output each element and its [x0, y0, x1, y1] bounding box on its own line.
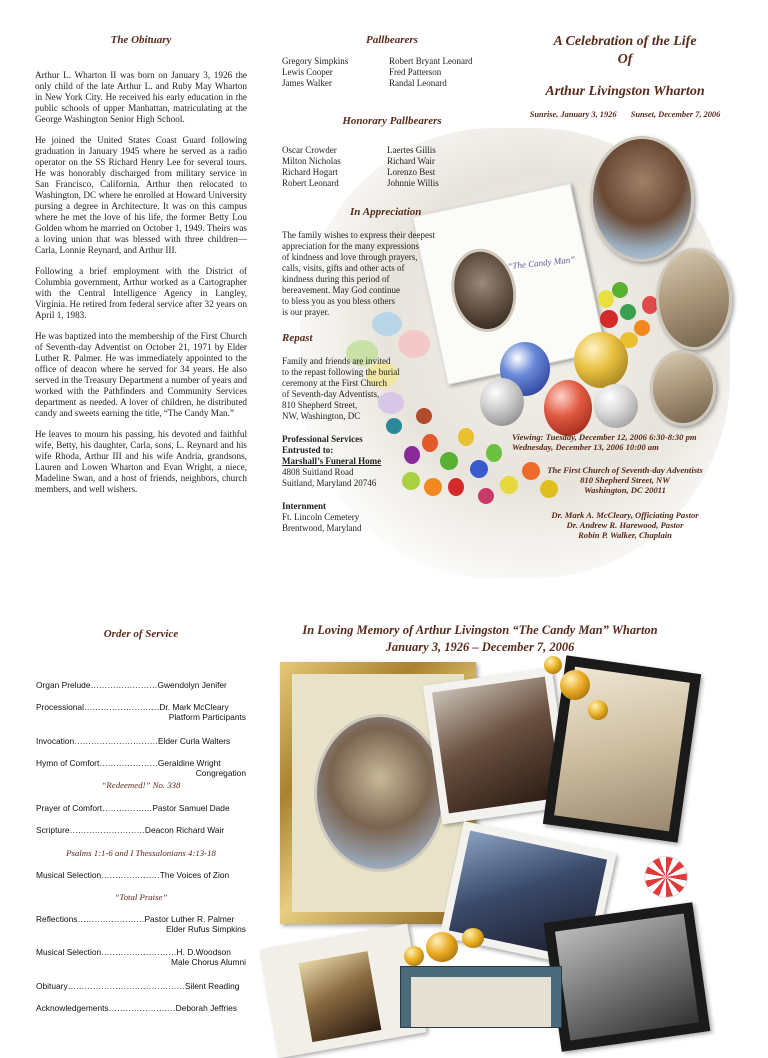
- honorary-name: Oscar Crowder: [282, 145, 337, 155]
- officiants-info: [512, 510, 738, 540]
- church-line: Washington, DC 20011: [584, 485, 666, 495]
- candy-gold-wrapper: [462, 928, 484, 948]
- service-who: Pastor Luther R. Palmer: [144, 914, 235, 924]
- service-label: Obituary: [36, 981, 68, 991]
- repast-line: Family and friends are invited: [282, 356, 391, 366]
- service-label: Organ Prelude: [36, 680, 91, 690]
- candy-jellybean: [600, 310, 618, 328]
- service-label: Scripture: [36, 825, 70, 835]
- service-label: Musical Selection: [36, 947, 102, 957]
- repast-section: [282, 332, 442, 422]
- honorary-name: Lorenzo Best: [387, 167, 436, 177]
- service-item-processional: Processional………………………Dr. Mark McCleary Platform Participants: [36, 702, 246, 722]
- service-item-musical-selection-1: Musical Selection…………………The Voices of Zion: [36, 870, 230, 880]
- candy-jellybean: [634, 320, 650, 336]
- pallbearer-name: Robert Bryant Leonard: [389, 56, 473, 66]
- funeral-home-name: Marshall’s Funeral Home: [282, 456, 382, 466]
- selection-title: “Total Praise”: [114, 892, 168, 902]
- service-item-obituary: Obituary……………………………………Silent Reading: [36, 981, 240, 991]
- pallbearer-name: Randal Leonard: [389, 78, 447, 88]
- obituary-paragraph: He was baptized into the membership of the First Church of Seventh-day Adventist on October 21, 1971 by Elder Luther R. Palmer. He was immediately appointed to the office of deacon where he served for 34 years. He also served in the Treasury Department a number of years and worked with the Pathfinders and Community Services department as needed. A lover of children, he distributed candy and sweets earning the title, “The Candy Man.”: [35, 331, 247, 418]
- appreciation-line: of kindness and love through prayers,: [282, 252, 418, 262]
- portrait-elder: [590, 136, 694, 262]
- candy-jellybean: [620, 304, 636, 320]
- candy-gold-wrapper: [544, 656, 562, 674]
- pallbearer-name: Fred Patterson: [389, 67, 442, 77]
- service-item-reflections: Reflections……………………Pastor Luther R. Palmer Elder Rufus Simpkins: [36, 914, 246, 934]
- military-photo: [544, 902, 711, 1052]
- honorary-name: Richard Hogart: [282, 167, 338, 177]
- pallbearer-name: James Walker: [282, 78, 332, 88]
- candy-foil-silver: [594, 384, 638, 428]
- honorary-name: Robert Leonard: [282, 178, 339, 188]
- candy-gold-wrapper: [426, 932, 458, 962]
- celebration-line1: A Celebration of the Life: [553, 34, 697, 49]
- service-label: Processional: [36, 702, 84, 712]
- service-label: Acknowledgements: [36, 1003, 109, 1013]
- candy-foil-red: [544, 380, 592, 436]
- service-who: Deborah Jeffries: [175, 1003, 237, 1013]
- interment-section: [282, 501, 432, 534]
- candy-foil-gold: [574, 332, 628, 388]
- portrait-seated: [650, 350, 716, 426]
- service-label: Prayer of Comfort: [36, 803, 103, 813]
- pallbearers-section: [282, 34, 502, 92]
- appreciation-line: The family wishes to express their deepest: [282, 230, 435, 240]
- service-item-musical-selection-2: Musical Selection………………………H. D.Woodson Male Chorus Alumni: [36, 947, 246, 967]
- service-item-acknowledgements: Acknowledgements……………………Deborah Jeffries: [36, 1003, 237, 1013]
- honorary-title: Honorary Pallbearers: [342, 115, 442, 127]
- service-label: Invocation: [36, 736, 75, 746]
- repast-line: ceremony at the First Church: [282, 378, 387, 388]
- repast-line: of Seventh-day Adventists,: [282, 389, 380, 399]
- service-who: Dr. Mark McCleary: [159, 702, 229, 712]
- celebration-header: [512, 34, 738, 119]
- appreciation-line: to bless you as you bless others: [282, 296, 395, 306]
- church-info: [512, 465, 738, 495]
- interment-title: Internment: [282, 501, 326, 511]
- appreciation-line: calls, visits, gifts and other acts of: [282, 263, 405, 273]
- interment-line: Brentwood, Maryland: [282, 523, 362, 533]
- officiant-line: Robin P. Walker, Chaplain: [578, 530, 672, 540]
- candy-jellybean: [448, 478, 464, 496]
- appreciation-line: appreciation for the many expressions: [282, 241, 419, 251]
- obituary-paragraph: Arthur L. Wharton II was born on January 3, 1926 the only child of the late Arthur L. and Ruby May Wharton in New York City. He received his early education in the public schools of upper Manhattan, matriculating at the George Washington Senior High School.: [35, 70, 247, 124]
- service-label: Musical Selection: [36, 870, 102, 880]
- service-who: The Voices of Zion: [159, 870, 230, 880]
- pallbearer-name: Gregory Simpkins: [282, 56, 349, 66]
- obituary-paragraph: He leaves to mourn his passing, his devoted and faithful wife, Betty, his daughter, Carla, sons, L. Reynard and his wife Rhoda, Arthur III and his wife Andria, grandsons, Lauren and Lowen Wharton and Evan Wright, a niece, Madeline Swan, and a host of friends, neighbors, church members, and well wishers.: [35, 429, 247, 494]
- obituary-paragraph: Following a brief employment with the District of Columbia government, Arthur worked as a Cartographer with the Central Intelligence Agency in Langley, Virginia. He retired from federal service after 32 years on April 1, 1983.: [35, 266, 247, 320]
- candy-foil-silver: [480, 378, 524, 426]
- service-item-organ-prelude: Organ Prelude……………………Gwendolyn Jenifer: [36, 680, 227, 690]
- service-who: Pastor Samuel Dade: [152, 803, 230, 813]
- card-text: “The Candy Man”: [506, 254, 576, 272]
- service-label: Hymn of Comfort: [36, 758, 100, 768]
- service-who: Geraldine Wright: [157, 758, 221, 768]
- repast-line: to the repast following the burial: [282, 367, 400, 377]
- candy-gold-wrapper: [588, 700, 608, 720]
- service-item-invocation: Invocation…………………………Elder Curla Walters: [36, 736, 231, 746]
- candy-jellybean: [440, 452, 458, 470]
- hymn-title: “Redeemed!” No. 338: [101, 780, 181, 790]
- obituary-section: [35, 34, 247, 505]
- funeral-home-line: 4808 Suitland Road: [282, 467, 354, 477]
- candy-jellybean: [478, 488, 494, 504]
- teal-frame-photo: [400, 966, 562, 1028]
- pallbearers-title: Pallbearers: [366, 34, 418, 46]
- candy-gold-wrapper: [560, 670, 590, 700]
- honorary-pallbearers-section: [282, 115, 502, 191]
- appreciation-section: [282, 206, 462, 318]
- service-who: H. D.Woodson: [176, 947, 231, 957]
- appreciation-line: kindness during this period of: [282, 274, 390, 284]
- appreciation-line: is our prayer.: [282, 307, 330, 317]
- memory-line2: January 3, 1926 – December 7, 2006: [385, 640, 575, 654]
- service-sub: Platform Participants: [168, 712, 246, 722]
- pallbearer-name: Lewis Cooper: [282, 67, 333, 77]
- scripture-reference: Psalms 1:1-6 and I Thessalonians 4:13-18: [66, 848, 216, 858]
- professional-heading: Entrusted to:: [282, 445, 334, 455]
- officiant-line: Dr. Andrew R. Harewood, Pastor: [566, 520, 684, 530]
- church-line: 810 Shepherd Street, NW: [580, 475, 670, 485]
- candy-jellybean: [486, 444, 502, 462]
- honorary-name: Richard Wair: [387, 156, 435, 166]
- repast-line: 810 Shepherd Street,: [282, 400, 358, 410]
- candy-jellybean: [458, 428, 474, 446]
- celebration-line2: Of: [617, 52, 633, 67]
- candy-jellybean: [470, 460, 488, 478]
- peppermint-candy: [644, 856, 688, 898]
- repast-title: Repast: [282, 332, 313, 344]
- officiant-line: Dr. Mark A. McCleary, Officiating Pastor: [551, 510, 699, 520]
- service-who: Gwendolyn Jenifer: [157, 680, 227, 690]
- funeral-home-line: Suitland, Maryland 20746: [282, 478, 377, 488]
- obituary-paragraph: He joined the United States Coast Guard following graduation in January 1945 where he served as a radio operator on the SS Richard Henry Lee for several tours. He was honorably discharged from military service in San Francisco, California. Arthur then relocated to Washington, DC where he enrolled at Howard University pursing a degree in Architecture. It was on this campus where he met the love of his life, the former Betty Lou Golden whom he married on October 1, 1949. Theirs was a loving union that was blessed with three children—Carla, Lonnie Reynard, and Arthur III.: [35, 135, 247, 255]
- service-who: Silent Reading: [184, 981, 240, 991]
- candy-gold-wrapper: [404, 946, 424, 966]
- service-sub: Elder Rufus Simpkins: [165, 924, 246, 934]
- viewing-line: Viewing: Tuesday, December 12, 2006 6:30-8:30 pm: [512, 432, 697, 442]
- honorary-name: Johnnie Willis: [387, 178, 439, 188]
- couple-oval-photo: [314, 714, 446, 872]
- memory-header: [256, 623, 704, 655]
- service-item-prayer: Prayer of Comfort………………Pastor Samuel Dade: [36, 803, 230, 813]
- church-line: The First Church of Seventh-day Adventists: [547, 465, 703, 475]
- professional-heading: Professional Services: [282, 434, 363, 444]
- sunset-date: Sunset, December 7, 2006: [630, 110, 721, 119]
- service-sub: Male Chorus Alumni: [171, 957, 246, 967]
- repast-line: NW, Washington, DC: [282, 411, 361, 421]
- service-item-scripture: Scripture………………………Deacon Richard Wair: [36, 825, 225, 835]
- honorary-name: Milton Nicholas: [282, 156, 341, 166]
- candy-jellybean: [612, 282, 628, 298]
- memory-line1: In Loving Memory of Arthur Livingston “The Candy Man” Wharton: [302, 623, 658, 637]
- service-who: Elder Curla Walters: [157, 736, 231, 746]
- service-who: Deacon Richard Wair: [144, 825, 225, 835]
- professional-services-section: [282, 434, 432, 489]
- deceased-name: Arthur Livingston Wharton: [545, 84, 705, 99]
- interment-line: Ft. Lincoln Cemetery: [282, 512, 360, 522]
- sunrise-date: Sunrise, January 3, 1926: [529, 110, 617, 119]
- portrait-young: [656, 248, 732, 350]
- obituary-title: The Obituary: [110, 34, 172, 46]
- viewing-info: [512, 432, 752, 452]
- service-label: Reflections: [36, 914, 78, 924]
- service-sub: Congregation: [195, 768, 246, 778]
- honorary-name: Laertes Gillis: [387, 145, 436, 155]
- order-of-service-title: Order of Service: [103, 628, 179, 640]
- appreciation-title: In Appreciation: [350, 206, 422, 218]
- viewing-line: Wednesday, December 13, 2006 10:00 am: [512, 442, 659, 452]
- service-item-hymn: Hymn of Comfort…………………Geraldine Wright Congregation: [36, 758, 246, 778]
- appreciation-line: bereavement. May God continue: [282, 285, 400, 295]
